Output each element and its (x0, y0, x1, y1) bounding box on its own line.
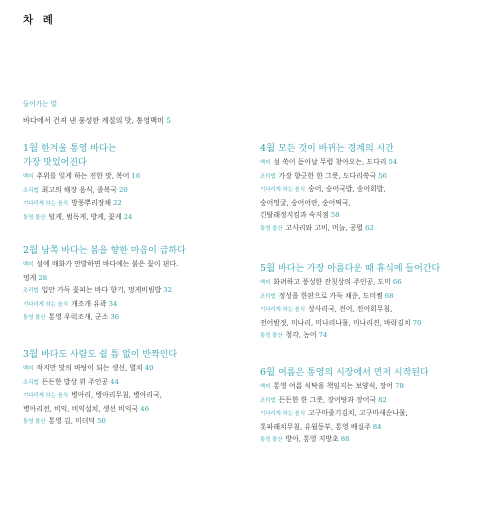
toc-entry (23, 170, 258, 184)
toc-entry (260, 303, 495, 317)
month-label: 4월 (260, 143, 276, 154)
entry-category: 통영 물산 (260, 437, 283, 444)
page-number: 84 (372, 422, 382, 431)
intro-text (23, 116, 171, 126)
entry-category: 통영 물산 (23, 315, 46, 322)
entry-category: 조리법 (23, 379, 39, 386)
entry-title: 섬에 매화가 만발하면 바다에는 붉은 꽃이 핀다. (36, 260, 179, 268)
entry-title: 청각, 농어 (285, 331, 317, 340)
entry-category: 조리법 (260, 173, 276, 180)
page-number: 22 (113, 199, 122, 208)
entry-category: 통영 물산 (23, 419, 46, 426)
toc-entry (23, 389, 258, 403)
toc-entry (23, 184, 258, 198)
intro (23, 98, 171, 126)
page-number: 44 (110, 377, 119, 386)
intro-label: 들어가는 말 (23, 100, 57, 108)
toc-entry (260, 170, 495, 184)
section-february (23, 244, 258, 325)
month-label: 6월 (260, 367, 276, 378)
heading-line: 한겨울 통영 바다는 (41, 144, 117, 154)
entry-title: 추위를 잊게 하는 진한 맛, 복어 (36, 172, 130, 180)
section-january (23, 142, 258, 224)
page-number: 88 (340, 435, 350, 444)
entry-title: 든든한 한 그릇, 장어탕과 장어국 (278, 395, 377, 404)
page-title: 차 례 (23, 14, 56, 26)
entry-title: 작지만 맛의 바탕이 되는 생선, 멸치 (36, 364, 143, 372)
entry-title: 섬 쑥이 돋아날 무렵 찾아오는, 도다리 (273, 158, 387, 166)
heading-line: 모든 것이 바뀌는 경계의 시간 (278, 144, 394, 154)
page-number: 78 (395, 382, 404, 390)
entry-title: 멍게 (23, 273, 37, 282)
section-heading (260, 366, 495, 380)
entry-title: 고사리와 고비, 머늘, 공멸 (285, 223, 364, 232)
entry-title: 최고의 해장 음식, 졸복국 (41, 185, 117, 194)
toc-entry (23, 211, 258, 225)
page-number: 66 (392, 278, 402, 286)
toc-entry (23, 362, 258, 376)
page-number: 62 (365, 223, 374, 232)
section-heading (23, 142, 258, 156)
entry-category: 백미 (260, 280, 271, 286)
entry-category: 백미 (23, 174, 34, 180)
month-label: 3월 (23, 349, 39, 360)
toc-entry (260, 421, 495, 434)
entry-title: 통영 우럭조개, 군소 (48, 313, 109, 322)
entry-title: 방풍뿌리장채 (71, 199, 112, 208)
entry-title: 병아리, 병아리무침, 병아리국, (71, 391, 162, 400)
entry-list (260, 156, 495, 236)
entry-title: 입안 가득 꽃피는 바다 향기, 멍게비빔밥 (41, 286, 162, 295)
entry-title: 고구마줄기김치, 고구마새순나물, (308, 409, 408, 418)
page-number: 58 (330, 211, 340, 220)
entry-title: 화려하고 풍성한 잔칫상의 주인공, 도미 (273, 278, 391, 286)
entry-title: 통영 여름 식탁을 책임지는 보양식, 장어 (273, 382, 394, 390)
toc-entry (260, 407, 495, 421)
page-number: 82 (378, 395, 387, 404)
toc-entry (260, 317, 495, 330)
entry-category: 조리법 (260, 397, 276, 404)
entry-title: 방아, 통영 지방초 (285, 435, 339, 444)
toc-entry (260, 197, 495, 210)
toc-entry (23, 197, 258, 211)
entry-title: 정성을 한판으로 가득 채운, 도미찜 (278, 291, 383, 300)
month-label: 2월 (23, 245, 39, 256)
entry-title: 숭어, 숭어국밥, 숭어회밥, (308, 185, 386, 194)
entry-category: 백미 (23, 366, 34, 372)
entry-category: 백미 (260, 160, 271, 166)
entry-list (260, 380, 495, 447)
page-number: 40 (144, 364, 154, 372)
entry-category: 조리법 (23, 288, 39, 295)
section-heading (23, 244, 258, 258)
section-heading (23, 348, 258, 362)
toc-entry (23, 415, 258, 429)
entry-list (23, 170, 258, 224)
entry-category: 기다리게 하는 음식 (23, 201, 69, 208)
entry-category: 조리법 (260, 293, 276, 300)
entry-list (23, 258, 258, 325)
page-number: 20 (118, 185, 128, 194)
heading-line: 바다는 가장 아름다운 때 휴식에 들어간다 (278, 264, 441, 274)
entry-title: 개조개 유곽 (71, 299, 107, 308)
entry-title: 상사리국, 전어, 전어회무침, (308, 305, 393, 314)
month-label: 5월 (260, 263, 276, 274)
toc-entry (23, 258, 258, 272)
heading-line: 남쪽 바다는 봄을 향한 마음이 급하다 (41, 246, 186, 256)
toc-entry (260, 222, 495, 236)
toc-entry (260, 329, 495, 343)
entry-category: 기다리게 하는 음식 (260, 411, 306, 418)
page-number: 46 (140, 404, 149, 413)
page-number: 28 (38, 273, 48, 282)
entry-category: 기다리게 하는 음식 (23, 301, 69, 308)
entry-title: 긴탈래정지킴과 숙지점 (260, 211, 329, 220)
page-number: 24 (123, 212, 133, 221)
toc-entry (260, 156, 495, 170)
entry-title: 톳파래치무침, 유월동부, 통영 배실주 (260, 422, 371, 431)
toc-entry (260, 276, 495, 290)
entry-category: 백미 (23, 262, 34, 268)
entry-title: 가장 향긋한 한 그릇, 도다리쑥국 (278, 171, 377, 180)
section-heading (260, 142, 495, 156)
entry-list (260, 276, 495, 343)
section-heading (260, 262, 495, 276)
heading-line: 여름은 통영의 시장에서 먼저 시작된다 (278, 368, 429, 378)
entry-category: 통영 물산 (23, 214, 46, 221)
toc-entry (23, 298, 258, 312)
toc-entry (260, 209, 495, 222)
page-number: 50 (97, 417, 106, 426)
page-number: 34 (108, 299, 118, 308)
entry-category: 기다리게 하는 음식 (260, 307, 306, 314)
page-number: 5 (166, 116, 171, 125)
heading-line: 바다도 사람도 쉴 틈 없이 반짝인다 (41, 350, 178, 360)
toc-entry (23, 376, 258, 390)
toc-entry (260, 394, 495, 408)
toc-entry (23, 403, 258, 416)
entry-title: 든든한 밥상 위 주인공 (41, 377, 109, 386)
toc-entry (260, 433, 495, 447)
toc-entry (23, 311, 258, 325)
toc-entry (260, 380, 495, 394)
entry-title: 전어밤젓, 미나리, 미나리나물, 미나리전, 바락김치 (260, 318, 411, 327)
section-april (260, 142, 495, 236)
entry-category: 조리법 (23, 187, 39, 194)
section-heading-line2: 가장 맛있어진다 (23, 158, 87, 168)
page-number: 68 (384, 291, 394, 300)
page-number: 70 (412, 318, 422, 327)
entry-category: 통영 물산 (260, 333, 283, 340)
entry-category: 기다리게 하는 음식 (260, 187, 306, 194)
month-label: 1월 (23, 143, 39, 154)
section-may (260, 262, 495, 343)
entry-title: 병아리전, 비익, 비익설치, 생선 비익국 (23, 404, 139, 413)
toc-entry (23, 284, 258, 298)
toc-entry (260, 290, 495, 304)
entry-category: 통영 물산 (260, 225, 283, 232)
page-number: 32 (163, 286, 173, 295)
intro-title: 바다에서 건져 낸 풍성한 계절의 맛, 통영백미 (23, 116, 164, 125)
section-june (260, 366, 495, 447)
entry-category: 기다리게 하는 음식 (23, 393, 69, 400)
toc-entry (23, 272, 258, 285)
entry-list (23, 362, 258, 429)
toc-entry (260, 183, 495, 197)
entry-title: 털게, 범독게, 방게, 꽃게 (48, 212, 122, 221)
section-march (23, 348, 258, 429)
entry-category: 백미 (260, 384, 271, 390)
page-number: 56 (378, 171, 387, 180)
page-number: 16 (131, 172, 141, 180)
entry-title: 통영 김, 미더덕 (48, 417, 96, 426)
page-number: 74 (318, 331, 328, 340)
page-number: 54 (388, 158, 398, 166)
page-number: 36 (110, 313, 120, 322)
entry-title: 숭어멍굴, 숭어어란, 숭어떡국, (260, 198, 351, 207)
